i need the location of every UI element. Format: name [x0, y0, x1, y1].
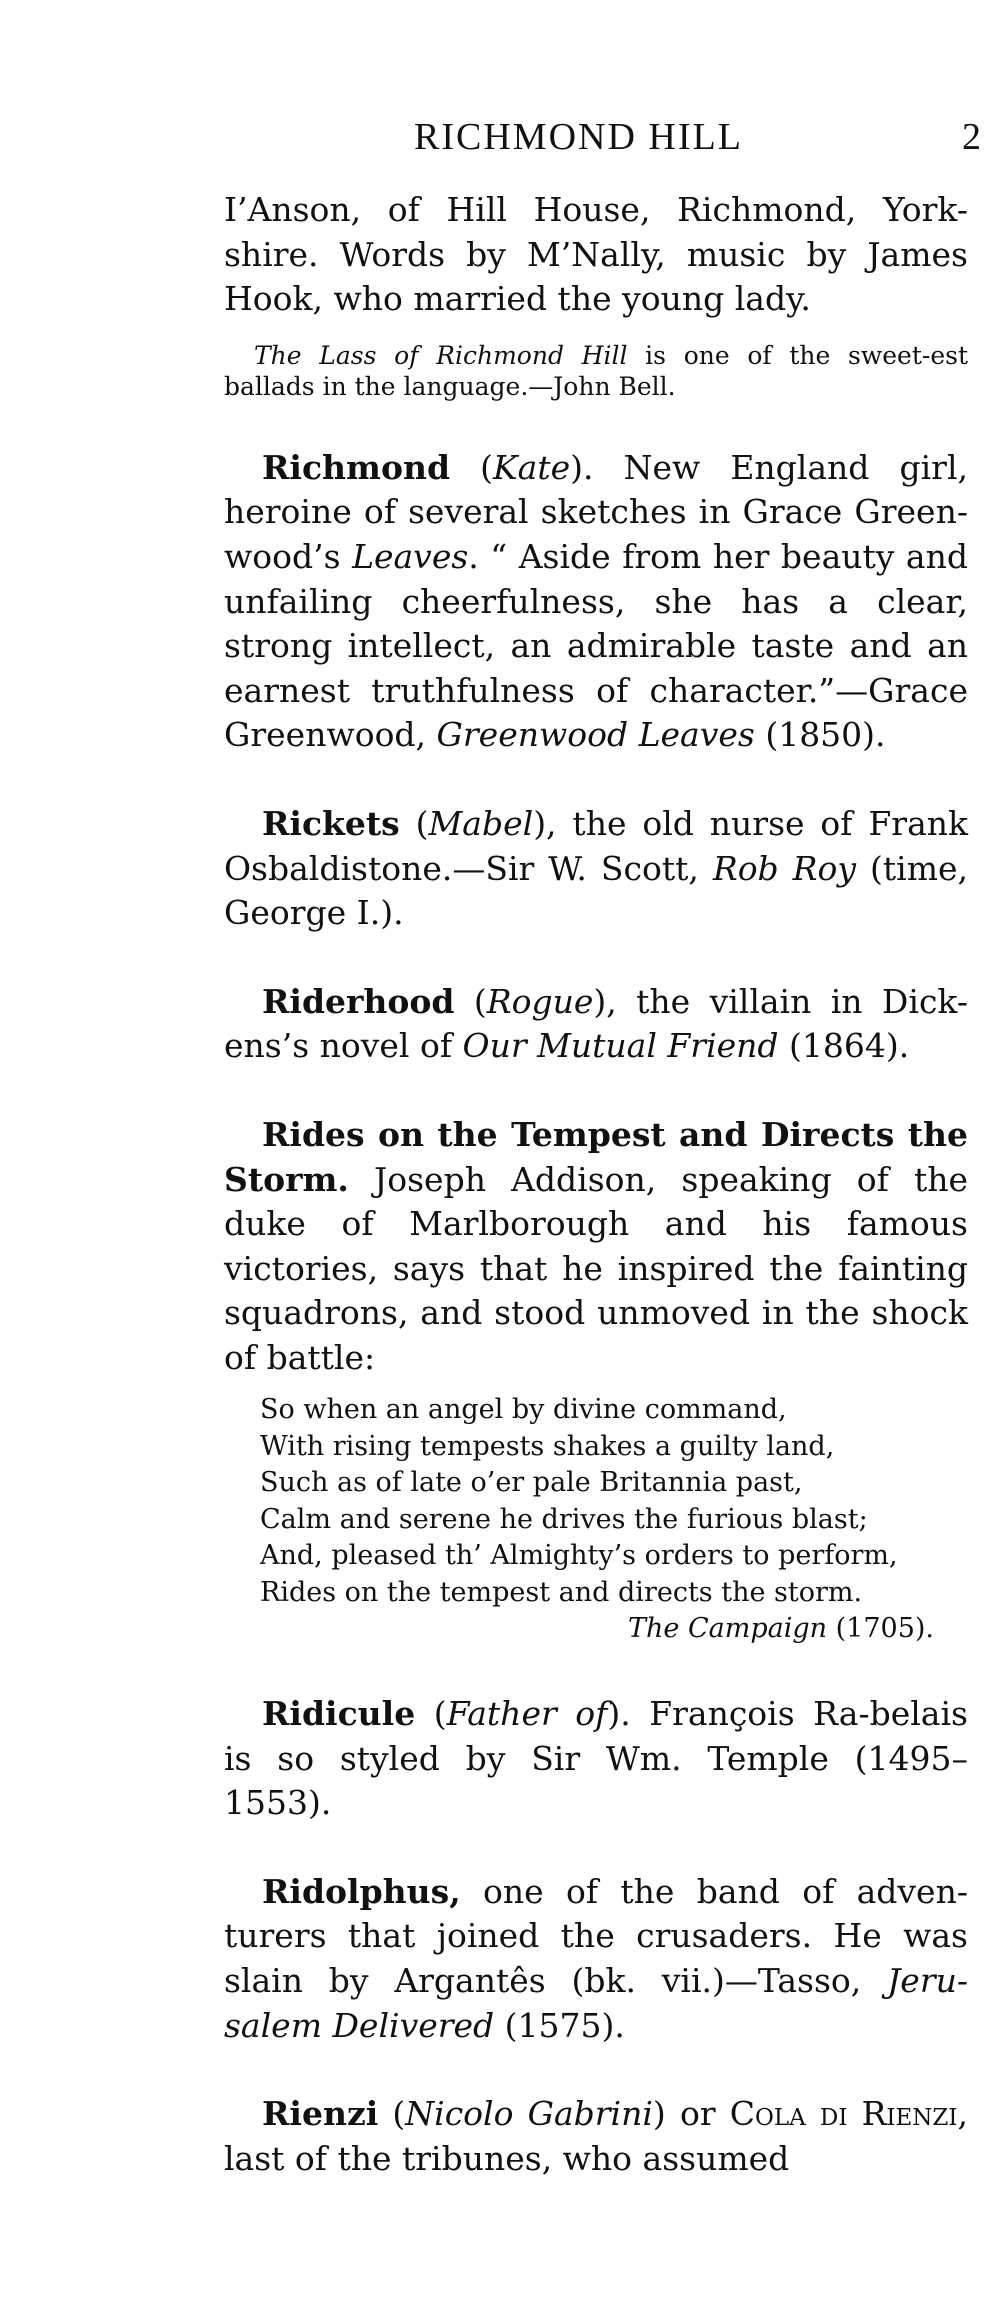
work-title: Leaves — [352, 536, 469, 576]
note-title: The Lass of Richmond Hill — [254, 340, 628, 370]
headword-qualifier: Nicolo Gabrini — [405, 2094, 653, 2134]
headword-qualifier: Kate — [493, 447, 571, 487]
entry-rienzi: Rienzi (Nicolo Gabrini) or Cola di Rienzi, last of the tribunes, who assumed — [224, 2094, 968, 2178]
entry-richmond: Richmond (Kate). New England girl, heroine of several sketches in Grace Green-wood’s Leaves. “ Aside from her beauty and unfailing cheerfulness, she has a clear, strong intellect, an admirable taste and an earnest truthfulness of character.”—Grace Greenwood, Greenwood Leaves (1850). — [224, 447, 968, 755]
entry-text: , last of the tribunes, who assumed — [224, 2094, 968, 2178]
alt-name: Cola di Rienzi — [729, 2094, 958, 2134]
headword: Richmond — [262, 447, 451, 487]
entry-ridicule: Ridicule (Father of). François Ra-belais is so styled by Sir Wm. Temple (1495–1553). — [224, 1693, 968, 1823]
entry-rickets: Rickets (Mabel), the old nurse of Frank Osbaldistone.—Sir W. Scott, Rob Roy (time, George I.). — [224, 803, 969, 933]
quote-note — [224, 340, 968, 402]
entry-riderhood: Riderhood (Rogue), the villain in Dick-ens’s novel of Our Mutual Friend (1864). — [224, 981, 968, 1066]
verse-line: Rides on the tempest and directs the storm. — [260, 1576, 863, 1608]
entry-continuation — [224, 188, 968, 402]
verse-citation — [260, 1611, 968, 1648]
entry-text: (1850). — [754, 715, 886, 755]
verse-line: And, pleased th’ Almighty’s orders to perform, — [260, 1540, 898, 1572]
running-head: RICHMOND HILL — [414, 116, 743, 158]
headword-qualifier: Father of — [446, 1693, 608, 1733]
headword: Riderhood — [262, 981, 455, 1021]
work-title: Jeru-salem Delivered — [224, 1960, 968, 2045]
entry-text: (1864). — [778, 1026, 910, 1066]
page-header — [0, 115, 1000, 165]
headword-qualifier: Mabel — [428, 803, 534, 843]
verse-line: So when an angel by divine command, — [260, 1394, 787, 1426]
note-text: is one of the sweet-est ballads in the language.—John Bell. — [224, 340, 968, 401]
page-body — [224, 188, 968, 2181]
entry-text: ) or — [652, 2094, 730, 2134]
entry-paragraph — [224, 1113, 968, 1381]
citation-year: (1705). — [827, 1613, 934, 1645]
entry-text: (1575). — [494, 2005, 625, 2045]
headword: Ridicule — [262, 1693, 416, 1733]
headword: Rienzi — [262, 2094, 379, 2134]
work-title: Rob Roy — [712, 848, 857, 888]
headword-qualifier: Rogue — [486, 981, 594, 1021]
entry-text: ). New England girl, heroine of several sketches in Grace Green-wood’s — [224, 447, 968, 576]
verse-line: Such as of late o’er pale Britannia past, — [260, 1467, 803, 1499]
citation-title: The Campaign — [628, 1613, 828, 1645]
verse-line: With rising tempests shakes a guilty land, — [260, 1430, 835, 1462]
work-title: Greenwood Leaves — [436, 715, 755, 755]
entry-rides-on-the-tempest — [224, 1113, 968, 1648]
work-title: Our Mutual Friend — [462, 1026, 779, 1066]
entry-text: one of the band of adven-turers that joined the crusaders. He was slain by Argantês (bk. vii.)—Tasso, — [224, 1871, 968, 2000]
entry-text: (time, George I.). — [224, 848, 969, 933]
verse-line: Calm and serene he drives the furious blast; — [260, 1503, 868, 1535]
entry-text: ). François Ra-belais is so styled by Sir Wm. Temple (1495–1553). — [224, 1693, 968, 1823]
verse-quote — [260, 1392, 968, 1648]
entry-text: . “ Aside from her beauty and unfailing cheerfulness, she has a clear, strong intellect, an admirable taste and an earnest truthfulness of character.”—Grace Greenwood, — [224, 536, 968, 755]
page-number: 2 — [962, 116, 981, 158]
headword: Rickets — [262, 803, 400, 843]
entry-text: ), the villain in Dick-ens’s novel of — [224, 981, 968, 1066]
entry-text: I’Anson, of Hill House, Richmond, York-shire. Words by M’Nally, music by James Hook, who married the young lady. — [224, 190, 968, 319]
entry-ridolphus — [224, 1870, 968, 2048]
headword: Rides on the Tempest and Directs the Storm. — [224, 1114, 968, 1199]
entry-text: Joseph Addison, speaking of the duke of Marlborough and his famous victories, says that he inspired the fainting squadrons, and stood unmoved in the shock of battle: — [224, 1159, 968, 1377]
headword: Ridolphus, — [262, 1871, 461, 1911]
entry-text: ), the old nurse of Frank Osbaldistone.—Sir W. Scott, — [224, 803, 968, 888]
